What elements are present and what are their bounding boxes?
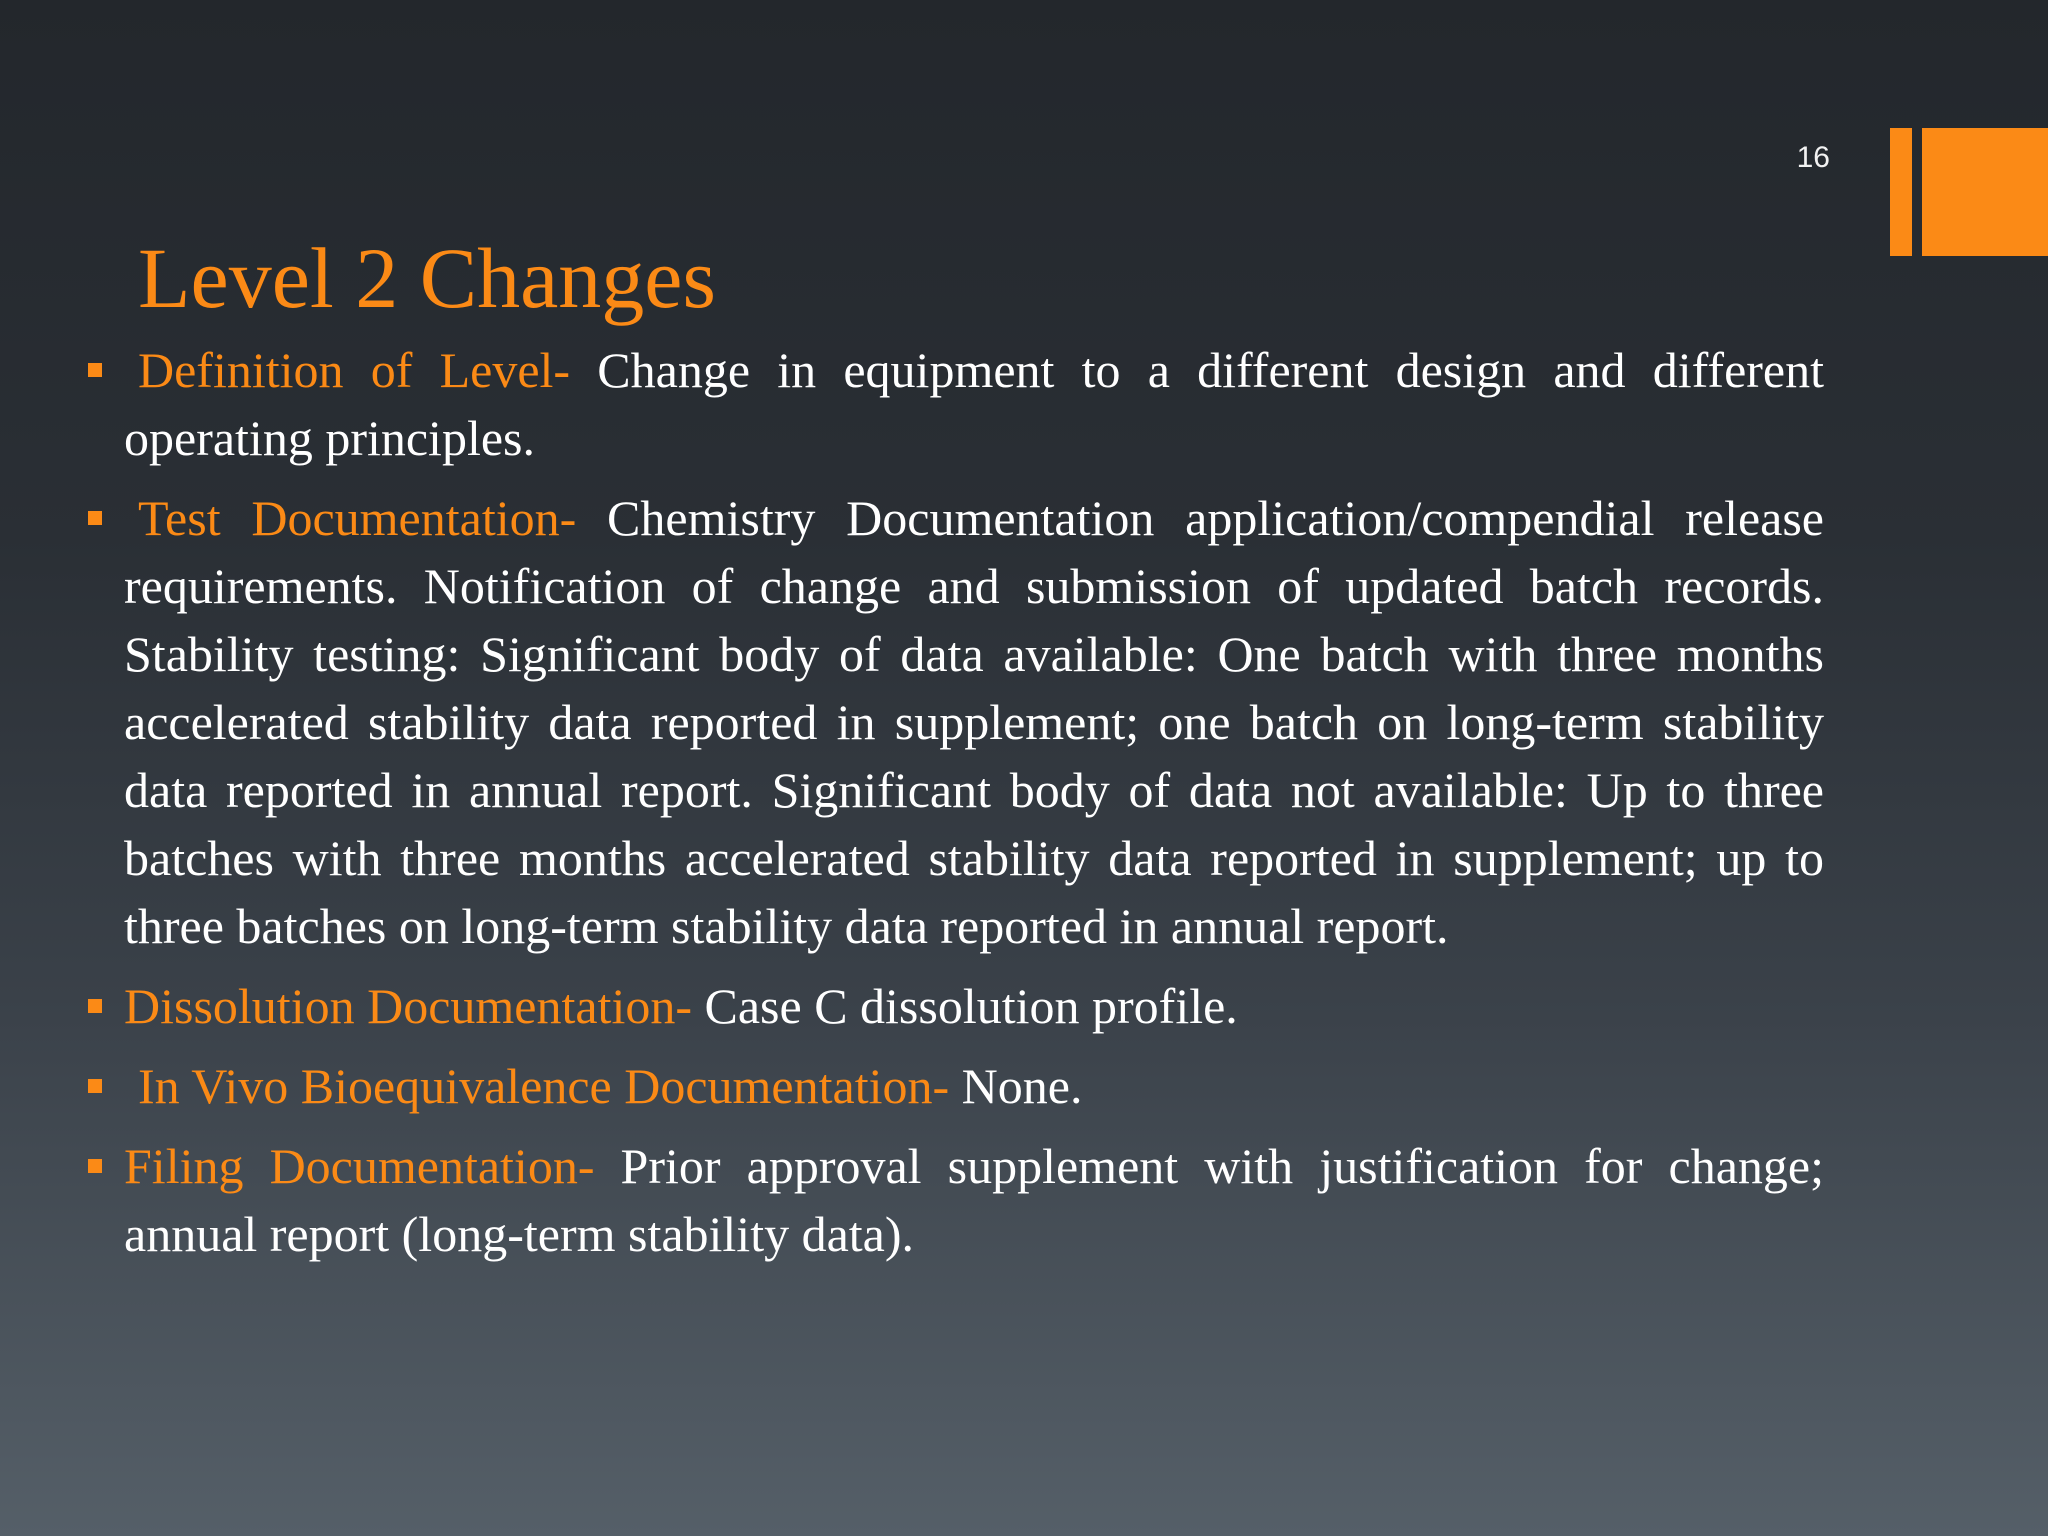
bullet-in-vivo-bioequivalence — [124, 1052, 1824, 1120]
square-bullet-icon — [88, 511, 102, 525]
square-bullet-icon — [88, 1159, 102, 1173]
slide-title: Level 2 Changes — [138, 230, 716, 326]
bullet-definition-of-level — [124, 336, 1824, 472]
square-bullet-icon — [88, 363, 102, 377]
bullet-lead: Filing Documentation- — [124, 1138, 595, 1194]
square-bullet-icon — [88, 999, 102, 1013]
bullet-lead: Definition of Level- — [138, 342, 571, 398]
bullet-dissolution-documentation — [124, 972, 1824, 1040]
bullet-text: None. — [949, 1058, 1083, 1114]
bullet-lead: Dissolution Documentation- — [124, 978, 692, 1034]
bullet-list — [124, 336, 1824, 1280]
bullet-text: Prior approval supplement with justification for change; annual report (long-term stability data). — [124, 1138, 1824, 1262]
bullet-text: Chemistry Documentation application/compendial release requirements. Notification of change and submission of updated batch records. Stability testing: Significant body of data available: One batch with three months accelerated stability data reported in supplement; one batch on long-term stability data reported in annual report. Significant body of data not available: Up to three batches with three months accelerated stability data reported in supplement; up to three batches on long-term stability data reported in annual report. — [124, 490, 1825, 954]
square-bullet-icon — [88, 1079, 102, 1093]
accent-bar-block — [1922, 128, 2048, 256]
slide-number: 16 — [1796, 141, 1830, 174]
accent-bar-thin — [1890, 128, 1912, 256]
bullet-text: Change in equipment to a different design and different operating principles. — [124, 342, 1824, 466]
bullet-lead: In Vivo Bioequivalence Documentation- — [138, 1058, 950, 1114]
bullet-text: Case C dissolution profile. — [692, 978, 1238, 1034]
bullet-lead: Test Documentation- — [138, 490, 577, 546]
bullet-test-documentation — [124, 484, 1824, 960]
bullet-filing-documentation — [124, 1132, 1824, 1268]
